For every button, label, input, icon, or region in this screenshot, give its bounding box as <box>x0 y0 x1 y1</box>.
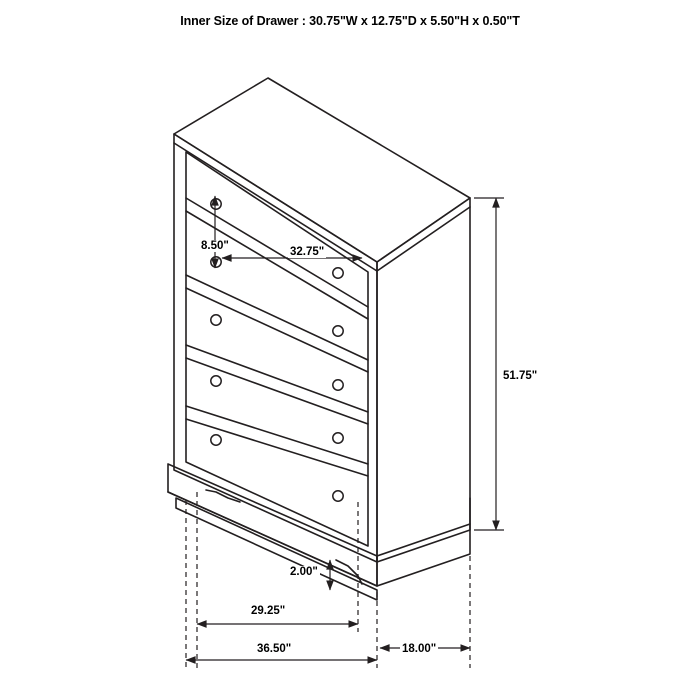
drawer-handle-1b <box>333 268 343 278</box>
page-title: Inner Size of Drawer : 30.75"W x 12.75"D x 5.50"H x 0.50"T <box>180 14 520 28</box>
drawer-handle-5a <box>211 435 221 445</box>
drawer-handle-4b <box>333 433 343 443</box>
dim-foot-span-label: 29.25" <box>251 605 286 617</box>
dim-overall-depth-label: 18.00" <box>402 643 437 655</box>
dim-overall-height-label: 51.75" <box>503 370 538 382</box>
drawer-handle-3b <box>333 380 343 390</box>
dim-drawer-width-label: 32.75" <box>290 246 325 258</box>
drawer-handle-4a <box>211 376 221 386</box>
chest-body <box>168 78 470 600</box>
dim-drawer-height-label: 8.50" <box>201 240 229 252</box>
dim-base-clearance-label: 2.00" <box>290 566 318 578</box>
drawer-handle-2b <box>333 326 343 336</box>
drawer-handle-2a <box>211 257 221 267</box>
dimension-lines <box>186 196 504 668</box>
drawer-handle-3a <box>211 315 221 325</box>
drawer-handle-5b <box>333 491 343 501</box>
drawer-handle-1a <box>211 199 221 209</box>
dim-overall-width-label: 36.50" <box>257 643 292 655</box>
